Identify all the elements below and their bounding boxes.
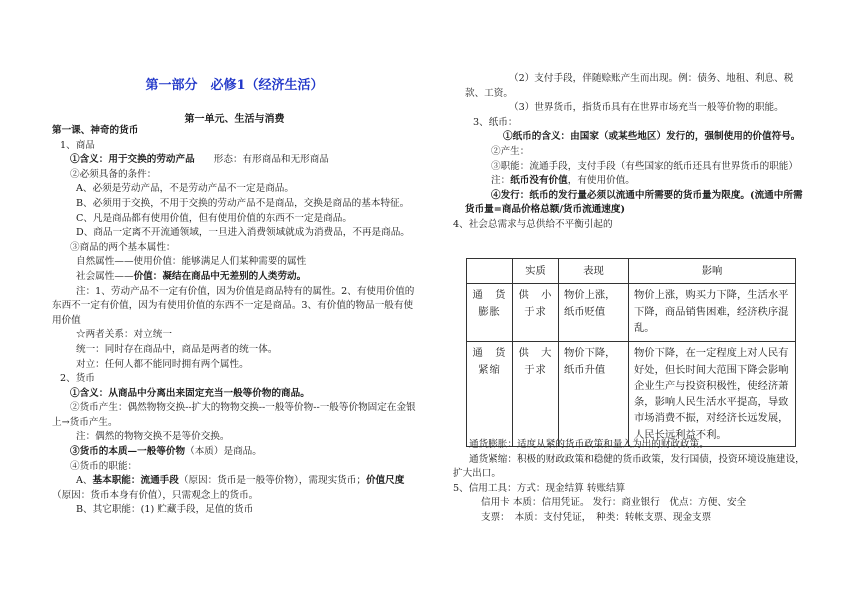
essence-note: （本质）是商品。 [185,446,262,458]
relation-unity: 统一：同时存在商品中，商品是两者的统一体。 [76,343,278,355]
lesson-title: 第一课、神奇的货币 [52,125,139,136]
table-cell: 通 货膨胀 [467,284,513,342]
table-row [467,342,796,447]
condition-b: B、必须用于交换，不用于交换的劳动产品不是商品，交换是商品的基本特征。 [76,197,410,209]
unit-title: 第一单元、生活与消费 [184,114,285,125]
condition-d: D、商品一定离不开流通领域，一旦进入消费领域就成为消费品，不再是商品。 [76,227,410,239]
credit-card-line: 信用卡 本质：信用凭证。 发行：商业银行 优点：方便、安全 [481,497,747,509]
attribute-note: 注：1、劳动产品不一定有价值，因为价值是商品特有的属性。2、有使用价值的东西不一定有价值，因为有使用价值的东西不一定是商品。3、有价值的物品一般有使用价值 [52,285,415,326]
relation-heading: ☆两者关系：对立统一 [76,329,172,341]
definition-text: ①含义：用于交换的劳动产品 [70,154,195,166]
inflation-deflation-table [466,258,796,447]
table-cell: 供 大于求 [513,342,559,447]
table-header: 表现 [559,259,629,284]
use-value-text: ，有使用价值。 [567,175,635,187]
table-cell: 通 货紧缩 [467,342,513,447]
value-measure: 价值尺度 [365,475,405,487]
basic-functions [52,474,417,503]
paper-money-functions: ③职能：流通手段，支付手段（有些国家的纸币还具有世界货币的职能） [491,160,798,172]
natural-attribute: 自然属性——使用价值：能够满足人们某种需要的属性 [76,256,307,268]
form-text: 形态：有形商品和无形商品 [213,154,329,166]
value-measure-reason: （原因：货币本身有价值），只需观念上的货币。 [52,489,259,501]
circulation-means: 基本职能：流通手段 [92,475,179,487]
condition-c: C、凡是商品都有使用价值，但有使用价值的东西不一定是商品。 [76,212,352,224]
paper-money-issuance: ④发行：纸币的发行量必须以流通中所需要的货币量为限度。(流通中所需货币量=商品价格总额/货币流通速度) [465,189,803,216]
table-header [467,259,513,284]
section-commodity: 1、商品 [60,139,95,151]
table-row [467,284,796,342]
functions-heading: ④货币的职能： [70,460,138,472]
document-title: 第一部分 必修1（经济生活） [145,78,324,93]
currency-note: 注：偶然的物物交换不是等价交换。 [76,431,230,443]
no-value-text: 纸币没有价值 [510,175,568,187]
table-header: 影响 [629,259,796,284]
table-cell: 供 小于求 [513,284,559,342]
table-cell: 物价下降，在一定程度上对人民有好处，但长时间大范围下降会影响企业生产与投资积极性，使经济萧条，影响人民生活水平提高，导致市场消费不振，对经济长远发展，人民长远利益不利。 [629,342,796,447]
payment-means: （2）支付手段，伴随赊账产生而出现。例：债务、地租、利息、税款、工资。 [465,73,794,99]
check-line: 支票： 本质：支付凭证， 种类：转帐支票、现金支票 [481,511,712,523]
table-header: 实质 [513,259,559,284]
section-currency: 2、货币 [60,373,95,385]
attributes-heading: ③商品的两个基本属性： [70,241,176,253]
social-attribute [52,270,417,285]
value-definition: 价值：凝结在商品中无差别的人类劳动。 [133,270,307,282]
paper-money-origin: ②产生： [491,145,530,157]
essence-text: ③货币的本质—一般等价物 [70,446,186,458]
paper-money-definition: ①纸币的含义：由国家（或某些地区）发行的，强制使用的价值符号。 [503,131,801,143]
other-functions: B、其它职能：(1) 贮藏手段，足值的货币 [76,504,254,516]
currency-origin: ②货币产生：偶然物物交换--扩大的物物交换--一般等价物--一般等价物固定在金银上→货币产生。 [52,402,416,428]
conditions-heading: ②必须具备的条件： [70,168,157,180]
section-paper-money: 3、纸币： [473,116,518,128]
section-imbalance: 4、社会总需求与总供给不平衡引起的 [453,218,613,230]
paper-money-note [453,174,808,189]
social-attribute-label: 社会属性—— [76,270,134,282]
condition-a: A、必须是劳动产品，不是劳动产品不一定是商品。 [76,183,294,195]
note-prefix: 注： [491,175,511,187]
function-a-prefix: A、 [76,475,93,487]
circulation-reason: （原因：货币是一般等价物），需现实货币； [178,475,366,487]
inflation-policy: 通货膨胀：适度从紧的货币政策和量入为出的财政政策。 [469,439,709,450]
relation-opposition: 对立：任何人都不能同时拥有两个属性。 [76,358,249,370]
table-cell: 物价上涨，购买力下降，生活水平下降，商品销售困难，经济秩序混乱。 [629,284,796,342]
table-header-row [467,259,796,284]
section-credit-tools: 5、信用工具：方式：现金结算 转账结算 [453,482,626,494]
currency-essence [52,445,417,460]
table-cell: 物价下降，纸币升值 [559,342,629,447]
deflation-policy: 通货紧缩：积极的财政政策和稳健的货币政策，发行国债，投资环境设施建设，扩大出口。 [453,453,805,480]
table-cell: 物价上涨，纸币贬值 [559,284,629,342]
currency-definition: ①含义：从商品中分离出来固定充当一般等价物的商品。 [70,387,310,399]
commodity-definition [52,153,417,168]
world-currency: （3）世界货币，指货币具有在世界市场充当一般等价物的职能。 [509,102,784,114]
